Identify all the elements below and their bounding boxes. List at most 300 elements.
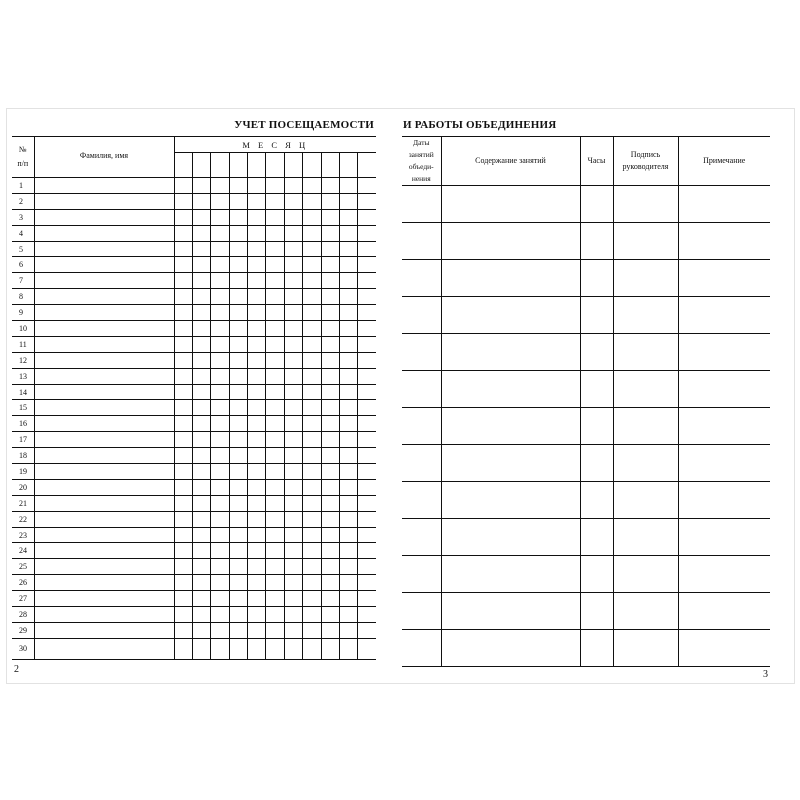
attendance-cell[interactable]	[321, 448, 339, 464]
attendance-cell[interactable]	[303, 511, 321, 527]
attendance-cell[interactable]	[303, 178, 321, 194]
attendance-cell[interactable]	[229, 193, 247, 209]
date-cell[interactable]	[402, 630, 441, 667]
attendance-cell[interactable]	[358, 257, 376, 273]
attendance-cell[interactable]	[211, 527, 229, 543]
attendance-cell[interactable]	[174, 416, 192, 432]
attendance-cell[interactable]	[174, 225, 192, 241]
content-cell[interactable]	[441, 519, 580, 556]
attendance-cell[interactable]	[303, 495, 321, 511]
attendance-cell[interactable]	[340, 622, 358, 638]
attendance-cell[interactable]	[358, 289, 376, 305]
attendance-cell[interactable]	[321, 305, 339, 321]
attendance-cell[interactable]	[340, 336, 358, 352]
attendance-cell[interactable]	[211, 336, 229, 352]
attendance-cell[interactable]	[266, 575, 284, 591]
attendance-cell[interactable]	[266, 527, 284, 543]
attendance-cell[interactable]	[358, 305, 376, 321]
attendance-cell[interactable]	[211, 193, 229, 209]
attendance-cell[interactable]	[340, 448, 358, 464]
hours-cell[interactable]	[580, 186, 613, 223]
attendance-cell[interactable]	[303, 193, 321, 209]
attendance-cell[interactable]	[192, 193, 210, 209]
attendance-cell[interactable]	[248, 289, 266, 305]
name-cell[interactable]	[34, 543, 174, 559]
note-cell[interactable]	[678, 186, 770, 223]
attendance-cell[interactable]	[211, 591, 229, 607]
attendance-cell[interactable]	[358, 193, 376, 209]
attendance-cell[interactable]	[229, 416, 247, 432]
attendance-cell[interactable]	[248, 352, 266, 368]
attendance-cell[interactable]	[229, 289, 247, 305]
attendance-cell[interactable]	[321, 241, 339, 257]
note-cell[interactable]	[678, 445, 770, 482]
attendance-cell[interactable]	[266, 464, 284, 480]
attendance-cell[interactable]	[192, 416, 210, 432]
hours-cell[interactable]	[580, 556, 613, 593]
attendance-cell[interactable]	[174, 384, 192, 400]
hours-cell[interactable]	[580, 223, 613, 260]
name-cell[interactable]	[34, 448, 174, 464]
name-cell[interactable]	[34, 479, 174, 495]
note-cell[interactable]	[678, 593, 770, 630]
attendance-cell[interactable]	[284, 416, 302, 432]
attendance-cell[interactable]	[284, 178, 302, 194]
hours-cell[interactable]	[580, 445, 613, 482]
attendance-cell[interactable]	[248, 464, 266, 480]
attendance-cell[interactable]	[192, 273, 210, 289]
attendance-cell[interactable]	[266, 543, 284, 559]
attendance-cell[interactable]	[174, 638, 192, 659]
attendance-cell[interactable]	[321, 368, 339, 384]
attendance-cell[interactable]	[266, 193, 284, 209]
attendance-cell[interactable]	[321, 527, 339, 543]
attendance-cell[interactable]	[266, 209, 284, 225]
attendance-cell[interactable]	[211, 352, 229, 368]
attendance-cell[interactable]	[266, 352, 284, 368]
attendance-cell[interactable]	[211, 400, 229, 416]
attendance-cell[interactable]	[358, 527, 376, 543]
attendance-cell[interactable]	[303, 400, 321, 416]
attendance-cell[interactable]	[284, 305, 302, 321]
attendance-cell[interactable]	[248, 241, 266, 257]
attendance-cell[interactable]	[358, 416, 376, 432]
attendance-cell[interactable]	[229, 622, 247, 638]
hours-cell[interactable]	[580, 519, 613, 556]
attendance-cell[interactable]	[192, 591, 210, 607]
attendance-cell[interactable]	[211, 638, 229, 659]
attendance-cell[interactable]	[229, 575, 247, 591]
attendance-cell[interactable]	[211, 368, 229, 384]
name-cell[interactable]	[34, 400, 174, 416]
name-cell[interactable]	[34, 622, 174, 638]
attendance-cell[interactable]	[358, 511, 376, 527]
attendance-cell[interactable]	[174, 527, 192, 543]
attendance-cell[interactable]	[174, 511, 192, 527]
attendance-cell[interactable]	[174, 178, 192, 194]
attendance-cell[interactable]	[248, 336, 266, 352]
content-cell[interactable]	[441, 482, 580, 519]
attendance-cell[interactable]	[321, 321, 339, 337]
attendance-cell[interactable]	[340, 209, 358, 225]
name-cell[interactable]	[34, 178, 174, 194]
attendance-cell[interactable]	[174, 622, 192, 638]
attendance-cell[interactable]	[248, 400, 266, 416]
attendance-cell[interactable]	[211, 607, 229, 623]
attendance-cell[interactable]	[174, 305, 192, 321]
name-cell[interactable]	[34, 607, 174, 623]
attendance-cell[interactable]	[303, 527, 321, 543]
attendance-cell[interactable]	[174, 495, 192, 511]
attendance-cell[interactable]	[192, 321, 210, 337]
attendance-cell[interactable]	[266, 638, 284, 659]
attendance-cell[interactable]	[211, 273, 229, 289]
name-cell[interactable]	[34, 527, 174, 543]
attendance-cell[interactable]	[192, 527, 210, 543]
attendance-cell[interactable]	[266, 178, 284, 194]
content-cell[interactable]	[441, 334, 580, 371]
hours-cell[interactable]	[580, 408, 613, 445]
signature-cell[interactable]	[613, 297, 678, 334]
attendance-cell[interactable]	[303, 321, 321, 337]
attendance-cell[interactable]	[266, 432, 284, 448]
attendance-cell[interactable]	[174, 559, 192, 575]
attendance-cell[interactable]	[358, 479, 376, 495]
attendance-cell[interactable]	[284, 495, 302, 511]
attendance-cell[interactable]	[303, 622, 321, 638]
attendance-cell[interactable]	[321, 638, 339, 659]
attendance-cell[interactable]	[192, 607, 210, 623]
attendance-cell[interactable]	[303, 241, 321, 257]
attendance-cell[interactable]	[266, 384, 284, 400]
attendance-cell[interactable]	[340, 495, 358, 511]
attendance-cell[interactable]	[340, 416, 358, 432]
attendance-cell[interactable]	[284, 241, 302, 257]
attendance-cell[interactable]	[284, 432, 302, 448]
signature-cell[interactable]	[613, 408, 678, 445]
attendance-cell[interactable]	[266, 225, 284, 241]
content-cell[interactable]	[441, 260, 580, 297]
attendance-cell[interactable]	[284, 527, 302, 543]
attendance-cell[interactable]	[192, 479, 210, 495]
hours-cell[interactable]	[580, 371, 613, 408]
attendance-cell[interactable]	[266, 368, 284, 384]
attendance-cell[interactable]	[358, 575, 376, 591]
signature-cell[interactable]	[613, 556, 678, 593]
attendance-cell[interactable]	[303, 273, 321, 289]
note-cell[interactable]	[678, 371, 770, 408]
attendance-cell[interactable]	[174, 321, 192, 337]
attendance-cell[interactable]	[229, 352, 247, 368]
note-cell[interactable]	[678, 630, 770, 667]
content-cell[interactable]	[441, 371, 580, 408]
attendance-cell[interactable]	[321, 384, 339, 400]
name-cell[interactable]	[34, 257, 174, 273]
attendance-cell[interactable]	[229, 591, 247, 607]
attendance-cell[interactable]	[340, 384, 358, 400]
attendance-cell[interactable]	[340, 607, 358, 623]
attendance-cell[interactable]	[248, 273, 266, 289]
attendance-cell[interactable]	[340, 241, 358, 257]
note-cell[interactable]	[678, 408, 770, 445]
attendance-cell[interactable]	[248, 384, 266, 400]
name-cell[interactable]	[34, 289, 174, 305]
attendance-cell[interactable]	[358, 638, 376, 659]
attendance-cell[interactable]	[321, 225, 339, 241]
attendance-cell[interactable]	[229, 305, 247, 321]
attendance-cell[interactable]	[340, 225, 358, 241]
attendance-cell[interactable]	[174, 543, 192, 559]
signature-cell[interactable]	[613, 334, 678, 371]
attendance-cell[interactable]	[284, 321, 302, 337]
attendance-cell[interactable]	[284, 225, 302, 241]
attendance-cell[interactable]	[229, 527, 247, 543]
attendance-cell[interactable]	[248, 559, 266, 575]
attendance-cell[interactable]	[303, 559, 321, 575]
attendance-cell[interactable]	[303, 607, 321, 623]
attendance-cell[interactable]	[174, 448, 192, 464]
attendance-cell[interactable]	[248, 257, 266, 273]
content-cell[interactable]	[441, 297, 580, 334]
attendance-cell[interactable]	[358, 543, 376, 559]
name-cell[interactable]	[34, 416, 174, 432]
name-cell[interactable]	[34, 241, 174, 257]
attendance-cell[interactable]	[211, 511, 229, 527]
attendance-cell[interactable]	[340, 257, 358, 273]
hours-cell[interactable]	[580, 630, 613, 667]
attendance-cell[interactable]	[358, 352, 376, 368]
attendance-cell[interactable]	[248, 448, 266, 464]
attendance-cell[interactable]	[229, 400, 247, 416]
attendance-cell[interactable]	[358, 559, 376, 575]
date-cell[interactable]	[402, 297, 441, 334]
attendance-cell[interactable]	[266, 257, 284, 273]
attendance-cell[interactable]	[248, 543, 266, 559]
attendance-cell[interactable]	[211, 559, 229, 575]
name-cell[interactable]	[34, 321, 174, 337]
attendance-cell[interactable]	[284, 464, 302, 480]
attendance-cell[interactable]	[248, 575, 266, 591]
note-cell[interactable]	[678, 556, 770, 593]
note-cell[interactable]	[678, 223, 770, 260]
attendance-cell[interactable]	[266, 511, 284, 527]
date-cell[interactable]	[402, 482, 441, 519]
attendance-cell[interactable]	[266, 241, 284, 257]
attendance-cell[interactable]	[303, 432, 321, 448]
attendance-cell[interactable]	[321, 352, 339, 368]
attendance-cell[interactable]	[248, 321, 266, 337]
name-cell[interactable]	[34, 352, 174, 368]
name-cell[interactable]	[34, 495, 174, 511]
attendance-cell[interactable]	[303, 225, 321, 241]
attendance-cell[interactable]	[340, 527, 358, 543]
attendance-cell[interactable]	[266, 416, 284, 432]
attendance-cell[interactable]	[192, 257, 210, 273]
attendance-cell[interactable]	[248, 511, 266, 527]
attendance-cell[interactable]	[192, 511, 210, 527]
attendance-cell[interactable]	[266, 305, 284, 321]
date-cell[interactable]	[402, 593, 441, 630]
attendance-cell[interactable]	[174, 241, 192, 257]
attendance-cell[interactable]	[174, 479, 192, 495]
attendance-cell[interactable]	[248, 622, 266, 638]
attendance-cell[interactable]	[174, 432, 192, 448]
attendance-cell[interactable]	[229, 638, 247, 659]
attendance-cell[interactable]	[266, 559, 284, 575]
attendance-cell[interactable]	[174, 257, 192, 273]
attendance-cell[interactable]	[321, 336, 339, 352]
attendance-cell[interactable]	[266, 591, 284, 607]
attendance-cell[interactable]	[229, 448, 247, 464]
attendance-cell[interactable]	[174, 289, 192, 305]
attendance-cell[interactable]	[229, 241, 247, 257]
attendance-cell[interactable]	[321, 257, 339, 273]
note-cell[interactable]	[678, 482, 770, 519]
attendance-cell[interactable]	[211, 448, 229, 464]
signature-cell[interactable]	[613, 593, 678, 630]
attendance-cell[interactable]	[266, 336, 284, 352]
name-cell[interactable]	[34, 368, 174, 384]
attendance-cell[interactable]	[174, 273, 192, 289]
signature-cell[interactable]	[613, 260, 678, 297]
attendance-cell[interactable]	[211, 257, 229, 273]
hours-cell[interactable]	[580, 593, 613, 630]
attendance-cell[interactable]	[340, 638, 358, 659]
attendance-cell[interactable]	[303, 368, 321, 384]
attendance-cell[interactable]	[248, 479, 266, 495]
attendance-cell[interactable]	[321, 464, 339, 480]
note-cell[interactable]	[678, 519, 770, 556]
attendance-cell[interactable]	[321, 209, 339, 225]
attendance-cell[interactable]	[229, 495, 247, 511]
signature-cell[interactable]	[613, 186, 678, 223]
attendance-cell[interactable]	[358, 432, 376, 448]
attendance-cell[interactable]	[174, 464, 192, 480]
attendance-cell[interactable]	[192, 575, 210, 591]
note-cell[interactable]	[678, 334, 770, 371]
attendance-cell[interactable]	[248, 178, 266, 194]
attendance-cell[interactable]	[229, 464, 247, 480]
attendance-cell[interactable]	[284, 368, 302, 384]
attendance-cell[interactable]	[358, 448, 376, 464]
name-cell[interactable]	[34, 432, 174, 448]
attendance-cell[interactable]	[229, 209, 247, 225]
attendance-cell[interactable]	[248, 225, 266, 241]
hours-cell[interactable]	[580, 260, 613, 297]
content-cell[interactable]	[441, 556, 580, 593]
attendance-cell[interactable]	[211, 622, 229, 638]
attendance-cell[interactable]	[248, 527, 266, 543]
attendance-cell[interactable]	[266, 479, 284, 495]
attendance-cell[interactable]	[358, 241, 376, 257]
attendance-cell[interactable]	[192, 432, 210, 448]
attendance-cell[interactable]	[211, 209, 229, 225]
attendance-cell[interactable]	[229, 479, 247, 495]
attendance-cell[interactable]	[321, 575, 339, 591]
attendance-cell[interactable]	[303, 416, 321, 432]
signature-cell[interactable]	[613, 445, 678, 482]
hours-cell[interactable]	[580, 297, 613, 334]
attendance-cell[interactable]	[340, 575, 358, 591]
attendance-cell[interactable]	[321, 559, 339, 575]
attendance-cell[interactable]	[284, 559, 302, 575]
attendance-cell[interactable]	[211, 416, 229, 432]
attendance-cell[interactable]	[266, 495, 284, 511]
name-cell[interactable]	[34, 591, 174, 607]
date-cell[interactable]	[402, 223, 441, 260]
attendance-cell[interactable]	[211, 178, 229, 194]
attendance-cell[interactable]	[321, 495, 339, 511]
attendance-cell[interactable]	[358, 591, 376, 607]
attendance-cell[interactable]	[229, 432, 247, 448]
attendance-cell[interactable]	[192, 241, 210, 257]
attendance-cell[interactable]	[248, 638, 266, 659]
attendance-cell[interactable]	[192, 384, 210, 400]
attendance-cell[interactable]	[340, 305, 358, 321]
attendance-cell[interactable]	[211, 321, 229, 337]
content-cell[interactable]	[441, 593, 580, 630]
content-cell[interactable]	[441, 408, 580, 445]
attendance-cell[interactable]	[174, 193, 192, 209]
name-cell[interactable]	[34, 305, 174, 321]
date-cell[interactable]	[402, 186, 441, 223]
attendance-cell[interactable]	[358, 273, 376, 289]
name-cell[interactable]	[34, 273, 174, 289]
attendance-cell[interactable]	[340, 368, 358, 384]
attendance-cell[interactable]	[211, 479, 229, 495]
attendance-cell[interactable]	[174, 209, 192, 225]
attendance-cell[interactable]	[358, 622, 376, 638]
attendance-cell[interactable]	[229, 384, 247, 400]
attendance-cell[interactable]	[229, 559, 247, 575]
attendance-cell[interactable]	[303, 384, 321, 400]
attendance-cell[interactable]	[192, 305, 210, 321]
attendance-cell[interactable]	[192, 622, 210, 638]
attendance-cell[interactable]	[284, 543, 302, 559]
attendance-cell[interactable]	[174, 336, 192, 352]
attendance-cell[interactable]	[321, 178, 339, 194]
attendance-cell[interactable]	[284, 257, 302, 273]
attendance-cell[interactable]	[192, 352, 210, 368]
attendance-cell[interactable]	[340, 464, 358, 480]
attendance-cell[interactable]	[284, 638, 302, 659]
attendance-cell[interactable]	[192, 178, 210, 194]
attendance-cell[interactable]	[248, 305, 266, 321]
name-cell[interactable]	[34, 193, 174, 209]
content-cell[interactable]	[441, 223, 580, 260]
attendance-cell[interactable]	[284, 273, 302, 289]
attendance-cell[interactable]	[358, 400, 376, 416]
date-cell[interactable]	[402, 408, 441, 445]
date-cell[interactable]	[402, 556, 441, 593]
attendance-cell[interactable]	[211, 289, 229, 305]
attendance-cell[interactable]	[321, 193, 339, 209]
attendance-cell[interactable]	[358, 178, 376, 194]
attendance-cell[interactable]	[229, 178, 247, 194]
attendance-cell[interactable]	[358, 607, 376, 623]
attendance-cell[interactable]	[211, 543, 229, 559]
attendance-cell[interactable]	[303, 257, 321, 273]
signature-cell[interactable]	[613, 630, 678, 667]
attendance-cell[interactable]	[340, 432, 358, 448]
attendance-cell[interactable]	[266, 622, 284, 638]
attendance-cell[interactable]	[192, 464, 210, 480]
attendance-cell[interactable]	[358, 384, 376, 400]
attendance-cell[interactable]	[303, 209, 321, 225]
attendance-cell[interactable]	[229, 321, 247, 337]
attendance-cell[interactable]	[340, 591, 358, 607]
name-cell[interactable]	[34, 464, 174, 480]
